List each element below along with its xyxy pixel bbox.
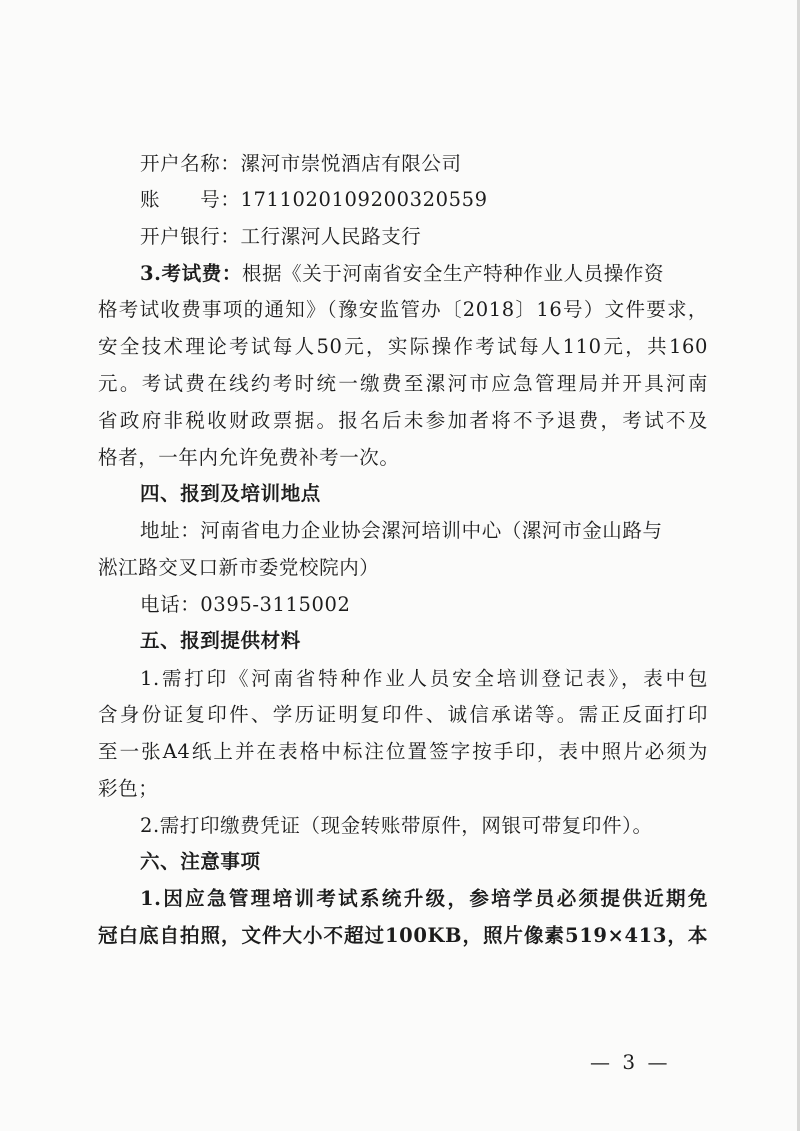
account-name-line: 开户名称：漯河市崇悦酒店有限公司 [140,152,462,175]
materials-item-line: 1.需打印《河南省特种作业人员安全培训登记表》，表中包 [140,667,708,690]
exam-fee-line: 格考试收费事项的通知》（豫安监管办〔2018〕16号）文件要求， [98,298,708,321]
exam-fee-text: 根据《关于河南省安全生产特种作业人员操作资 [241,262,665,285]
exam-fee-first-line [140,262,750,286]
phone-line: 电话：0395-3115002 [140,593,351,616]
exam-fee-label: 3.考试费： [140,262,242,285]
section-heading-report-location: 四、报到及培训地点 [140,482,321,505]
materials-item-line: 彩色； [98,777,159,800]
bank-name-line: 开户银行：工行漯河人民路支行 [140,225,422,248]
account-number-line: 账 号：1711020109200320559 [140,188,488,211]
exam-fee-line: 格者，一年内允许免费补考一次。 [98,446,400,469]
address-line: 淞江路交叉口新市委党校院内） [98,556,380,579]
notes-item-line: 1.因应急管理培训考试系统升级，参培学员必须提供近期免 [140,887,708,910]
exam-fee-line: 省政府非税收财政票据。报名后未参加者将不予退费，考试不及 [98,409,708,432]
materials-item-line: 至一张A4纸上并在表格中标注位置签字按手印，表中照片必须为 [98,740,708,763]
notes-item-line: 冠白底自拍照，文件大小不超过100KB，照片像素519×413，本 [98,924,708,947]
exam-fee-line: 元。考试费在线约考时统一缴费至漯河市应急管理局并开具河南 [98,372,708,395]
section-heading-notes: 六、注意事项 [140,850,261,873]
page-number: — 3 — [590,1050,671,1074]
materials-item-line: 含身份证复印件、学历证明复印件、诚信承诺等。需正反面打印 [98,703,708,726]
section-heading-materials: 五、报到提供材料 [140,629,301,652]
exam-fee-line: 安全技术理论考试每人50元，实际操作考试每人110元，共160 [98,335,708,358]
address-line: 地址：河南省电力企业协会漯河培训中心（漯河市金山路与 [140,519,663,542]
materials-item-2: 2.需打印缴费凭证（现金转账带原件，网银可带复印件）。 [140,814,653,837]
